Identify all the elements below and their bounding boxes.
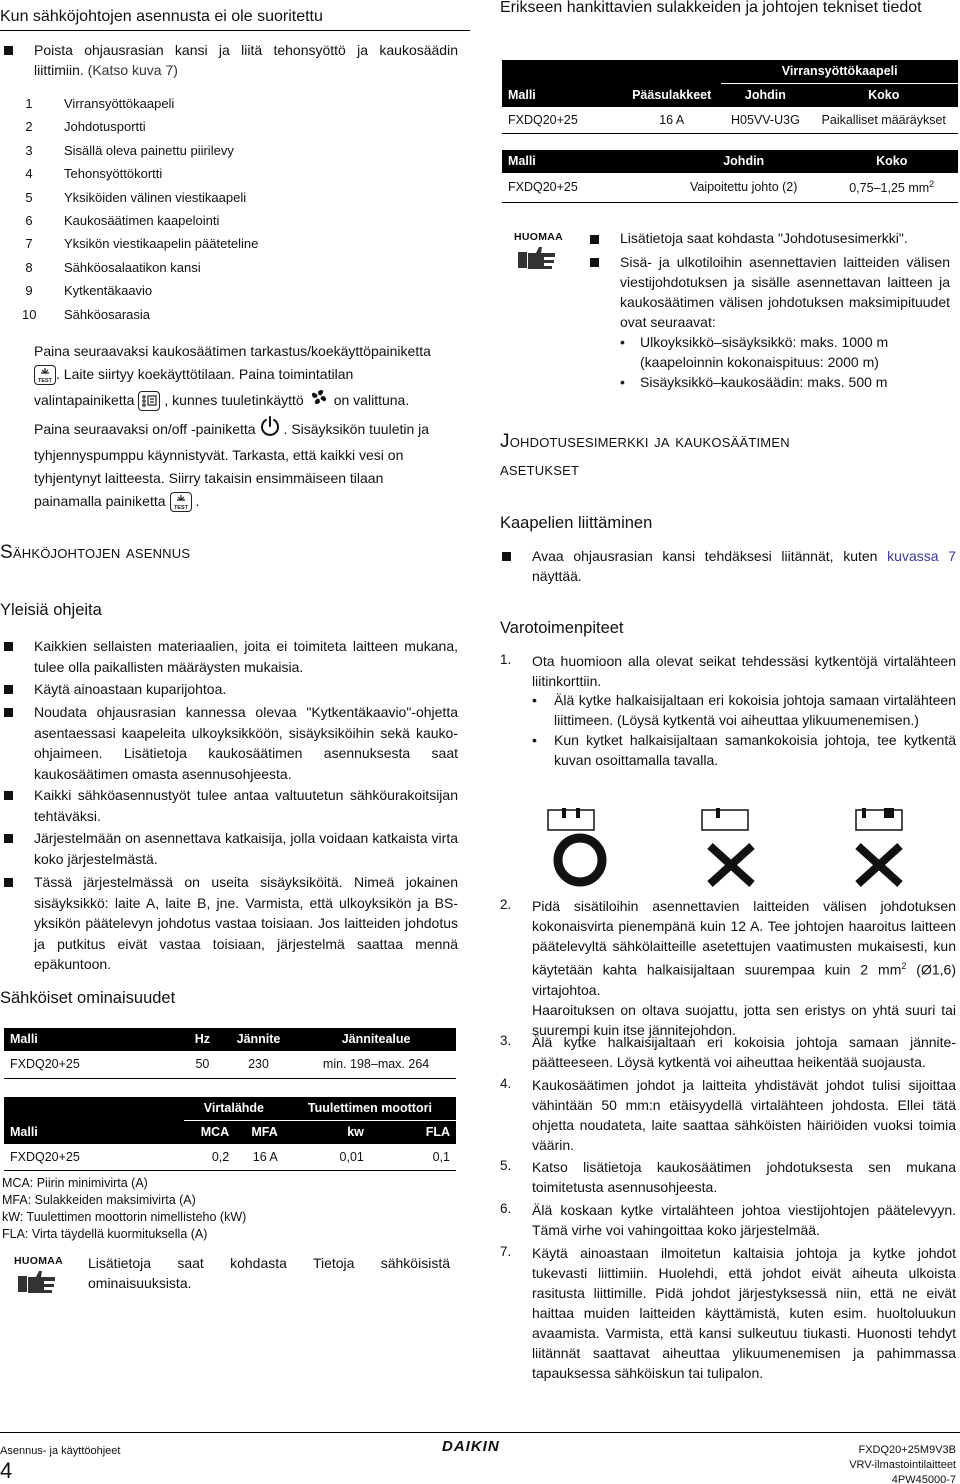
figure-7-link[interactable]: kuvassa 7 bbox=[887, 548, 957, 564]
parts-list-number: 6 bbox=[25, 213, 33, 228]
precautions-heading: Varotoimenpiteet bbox=[500, 619, 624, 637]
general-instruction: Noudata ohjausrasian kannessa olevaa "Kytkentäkaavio"-ohjetta asentaessasi kaapeleita ulkoyksikköön, sisäyksiköihin sekä kauko-ohjaimeen. Lisätietoja kaukosäätimen asennuksesta saat kaukosäätimen omasta asennusohjeesta. bbox=[34, 704, 458, 782]
footer-left-text: Asennus- ja käyttöohjeet bbox=[0, 1445, 121, 1457]
transmission-wire-table: Malli Johdin Koko FXDQ20+25 Vaipoitettu johto (2) 0,75–1,25 $mm^2$ bbox=[502, 150, 958, 203]
bullet-marker bbox=[4, 642, 13, 651]
item-number: 3. bbox=[500, 1033, 512, 1048]
bullet-marker bbox=[4, 834, 13, 843]
parts-list-label: Johdotusportti bbox=[64, 119, 146, 135]
precaution-5: Katso lisätietoja kaukosäätimen johdotuksesta sen mukana toimitetusta asennusohjeesta. bbox=[532, 1159, 956, 1195]
precaution-1: Ota huomioon alla olevat seikat tehdessäsi kytkentöjä virtalähteen liitinkorttiin. bbox=[532, 653, 956, 689]
note-dash-list: • Ulkoyksikkö–sisäyksikkö: maks. 1000 m (kaapeloinnin kokonaispituus: 2000 m) • Sisäyksikkö–kaukosäädin: maks. 500 m bbox=[620, 334, 889, 390]
parts-list-label: Kytkentäkaavio bbox=[64, 283, 153, 299]
elec-table-1: Malli Hz Jännite Jännitealue FXDQ20+25 50 230 min. 198–max. 264 bbox=[4, 1028, 456, 1079]
item-number: 2. bbox=[500, 897, 512, 912]
hand-pointer-icon bbox=[18, 1270, 58, 1296]
bullet-marker bbox=[4, 685, 13, 694]
precaution-4: Kaukosäätimen johdot ja laitteita yhdistävät johdot tulisi sijoittaa vähintään 50 mm:n etäisyydellä virtalähteen johdosta. Ellei tätä ohjetta noudateta, laite saattaa sähköisten häiriöiden vuoksi toimia väärin. bbox=[532, 1077, 956, 1153]
item-number: 4. bbox=[500, 1076, 512, 1091]
precaution-3: Älä kytke halkaisijaltaan eri kokoisia johtoja samaan jännite-päätteeseen. Löysä kytkentä voi aiheuttaa heikentää suojausta. bbox=[532, 1034, 956, 1070]
page-number: 4 bbox=[0, 1458, 13, 1483]
note-text-left: Lisätietoja saat kohdasta Tietoja sähköisistä ominaisuuksista. bbox=[88, 1255, 450, 1291]
test-button-icon bbox=[34, 365, 56, 385]
parts-list-number: 9 bbox=[25, 283, 33, 299]
note-b2: Sisä- ja ulkotiloihin asennettavien laitteiden välisen viestijohdotuksen ja sisälle asennettavan laitteen ja kaukosäätimen välisen johdotuksen maksimipituudet ovat seuraavat: bbox=[620, 254, 950, 330]
bullet-marker bbox=[4, 791, 13, 800]
test-button-icon-2 bbox=[170, 492, 192, 512]
svg-text:TEST: TEST bbox=[173, 504, 188, 511]
mode-select-icon bbox=[138, 391, 160, 411]
footer-rule bbox=[0, 1432, 960, 1433]
bullet-marker bbox=[590, 258, 599, 267]
parts-list-number: 3 bbox=[25, 142, 33, 158]
general-instruction: Järjestelmään on asennettava katkaisija, jolla voidaan katkaista virta koko järjestelmästä. bbox=[34, 830, 458, 867]
parts-list-label: Yksikön viestikaapelin pääteteline bbox=[64, 236, 259, 252]
item-number: 7. bbox=[500, 1244, 512, 1259]
bullet-marker bbox=[4, 878, 13, 887]
precaution-7: Käytä ainoastaan ilmoitetun kaltaisia johtoja ja kytke johdot tukevasti liittimiin. Huolehdi, että johdot eivät aiheuta ulkoista rasitusta liittimille. Pidä johdot järjestyksessä niin, että ne eivät haittaa muiden laitteiden käyttämistä, kuten esim. huoltoluukun avaamista. Varmista, että kansi sulkeutuu tiukasti. Huonosti tehdyt liitännät saattavat aiheuttaa ylikuumenemisen ja pahimmassa tapauksessa sähköiskun tai tulipalon. bbox=[532, 1245, 956, 1381]
svg-text:TEST: TEST bbox=[37, 378, 53, 385]
precaution-2: Pidä sisätiloihin asennettavien laitteiden välisen johdotuksen kokonaisvirta pienempänä kuin 12 A. Tee johtojen haaroitus laitteen päätelevyltä sähkölaitteille asetettujen vaatimusten mukaisesti, kun käytetään kahta halkaisijaltaan suurempaa kuin 2 $mm^2$ (Ø1,6) virtajohtoa. Haaroituksen on oltava suojattu, jotta sen eristys on yhtä suuri tai suurempi kuin itse jännitejohdon. bbox=[532, 898, 956, 1038]
fan-mode-icon bbox=[308, 386, 330, 415]
general-instruction: Kaikkien sellaisten materiaalien, joita ei toimiteta laitteen mukana, tulee olla paikallisten määräysten mukaisia. bbox=[34, 638, 458, 675]
note-badge-right: HUOMAA bbox=[514, 230, 578, 277]
fuse-table: Virransyöttökaapeli Malli Pääsulakkeet Johdin Koko FXDQ20+25 16 A H05VV-U3G Paikalliset määräykset bbox=[502, 60, 958, 134]
parts-list-label: Sähköosarasia bbox=[64, 306, 150, 322]
note-b1: Lisätietoja saat kohdasta "Johdotusesimerkki". bbox=[620, 230, 908, 246]
section-heading-wiring-example: Johdotusesimerkki ja kaukosäätimen asetukset bbox=[500, 431, 790, 480]
wrong-connection-icon-1 bbox=[702, 808, 752, 884]
hand-pointer-icon bbox=[518, 246, 558, 272]
daikin-logo: DAIKIN bbox=[442, 1438, 500, 1455]
power-icon bbox=[259, 415, 281, 444]
general-instruction: Käytä ainoastaan kuparijohtoa. bbox=[34, 681, 227, 697]
parts-list-number: 8 bbox=[25, 259, 33, 275]
item-number: 5. bbox=[500, 1158, 512, 1173]
bullet-marker bbox=[590, 235, 599, 244]
general-heading: Yleisiä ohjeita bbox=[0, 601, 102, 619]
parts-list-label: Sisällä oleva painettu piirilevy bbox=[64, 142, 234, 158]
parts-list-number: 4 bbox=[25, 166, 33, 182]
cable-bullet: Avaa ohjausrasian kansi tehdäksesi liitännät, kuten kuvassa 7 näyttää. bbox=[532, 548, 957, 584]
parts-list-number: 10 bbox=[22, 306, 37, 322]
parts-list-label: Yksiköiden välinen viestikaapeli bbox=[64, 189, 247, 205]
fuse-spec-heading: Erikseen hankittavien sulakkeiden ja johtojen tekniset tiedot bbox=[500, 0, 922, 16]
parts-list-label: Tehonsyöttökortti bbox=[64, 166, 163, 182]
elec-table-2: Virtalähde Tuulettimen moottori Malli MCA MFA kw FLA FXDQ20+25 0,2 16 A 0,01 0,1 bbox=[4, 1097, 456, 1171]
test-run-paragraph: Paina seuraavaksi kaukosäätimen tarkastus/koekäyttöpainiketta TEST . Laite siirtyy koekäyttötilaan. Paina toimintatilan valintapainiketta , kunnes tuuletinkäyttö on valittuna. Paina seuraavaksi on/off -painiketta . Sisäyksikön tuuletin ja tyhjennyspumppu käynnistyvät. Tarkasta, että kaikki vesi on tyhjentynyt laitteesta. Siirry takaisin ensimmäiseen tilaan painamalla painiketta TEST . bbox=[34, 343, 431, 511]
elec-heading: Sähköiset ominaisuudet bbox=[0, 989, 176, 1007]
intro-bullet: Poista ohjausrasian kansi ja liitä tehonsyöttö ja kaukosäädin liittimiin. (Katso kuva 7) bbox=[34, 42, 458, 78]
top-heading: Kun sähköjohtojen asennusta ei ole suoritettu bbox=[0, 6, 470, 31]
bullet-marker bbox=[4, 46, 13, 55]
note-badge-left: HUOMAA bbox=[14, 1254, 78, 1301]
section-heading-wiring: Sähköjohtojen asennus bbox=[0, 542, 191, 563]
cable-heading: Kaapelien liittäminen bbox=[500, 514, 653, 532]
footer-right: FXDQ20+25M9V3B VRV-ilmastointilaitteet 4PW45000-7 bbox=[849, 1444, 956, 1484]
bullet-marker bbox=[502, 552, 511, 561]
parts-list-label: Sähköosalaatikon kansi bbox=[64, 259, 201, 275]
general-instruction: Kaikki sähköasennustyöt tulee antaa valtuutetun sähköurakoitsijan tehtäväksi. bbox=[34, 787, 458, 824]
legend: MCA: Piirin minimivirta (A) MFA: Sulakkeiden maksimivirta (A) kW: Tuulettimen moottorin nimellisteho (kW) FLA: Virta täydellä kuormituksella (A) bbox=[2, 1176, 247, 1241]
parts-list-number: 5 bbox=[25, 189, 33, 205]
parts-list-number: 2 bbox=[25, 119, 33, 135]
parts-list-number: 1 bbox=[25, 96, 33, 111]
bullet-marker bbox=[4, 708, 13, 717]
correct-connection-icon bbox=[548, 808, 602, 882]
item-number: 1. bbox=[500, 652, 512, 667]
parts-list-label: Kaukosäätimen kaapelointi bbox=[64, 213, 220, 228]
item-number: 6. bbox=[500, 1201, 512, 1216]
general-instruction: Tässä järjestelmässä on useita sisäyksiköitä. Nimeä jokainen sisäyksikkö: laite A, laite B, jne. Varmista, että ulkoyksikön ja BS-yksikön päätelevyn johdotus vastaa toisiaan. Jos laitteiden johdotus ja putkitus eivät vastaa toisiaan, järjestelmä saattaa mennä epäkuntoon. bbox=[34, 874, 458, 972]
connection-figure bbox=[540, 808, 940, 888]
parts-list-label: Virransyöttökaapeli bbox=[64, 96, 175, 111]
parts-list-number: 7 bbox=[25, 236, 33, 252]
wrong-connection-icon-2 bbox=[856, 808, 902, 884]
precaution-6: Älä koskaan kytke virtalähteen johtoa viestijohtojen päätelevyyn. Tämä virhe voi vahingoittaa koko järjestelmää. bbox=[532, 1202, 956, 1238]
precaution-1-dashes: • Älä kytke halkaisijaltaan eri kokoisia johtoja samaan virtalähteen liittimeen. (Löysä kytkentä voi aiheuttaa ylikuumenemisen.) • Kun kytket halkaisijaltaan samankokoisia johtoja, tee kytkentä kuvan osoittamalla tavalla. bbox=[532, 692, 956, 768]
